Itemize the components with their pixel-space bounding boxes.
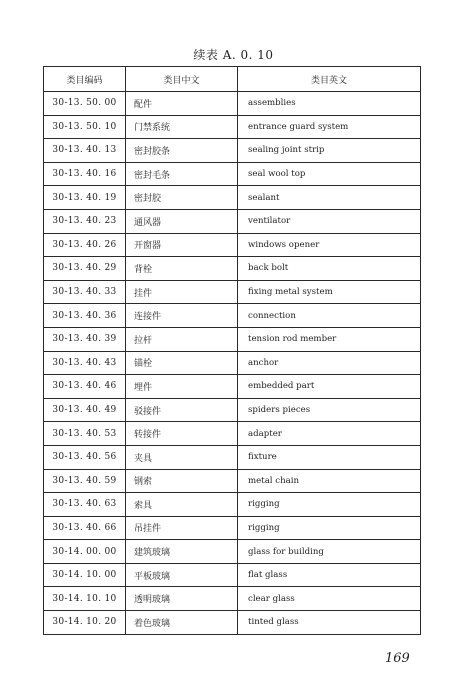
table-row	[44, 611, 421, 635]
category-code-cell: 30-13. 40. 19	[44, 186, 126, 210]
category-english-cell: sealing joint strip	[238, 139, 421, 163]
table-header-row	[44, 67, 421, 92]
category-chinese-cell: 密封胶条	[126, 139, 238, 163]
category-chinese-cell: 门禁系统	[126, 115, 238, 139]
table-row	[44, 186, 421, 210]
table-row	[44, 139, 421, 163]
category-english-cell: glass for building	[238, 540, 421, 564]
category-english-cell: entrance guard system	[238, 115, 421, 139]
category-chinese-cell: 索具	[126, 493, 238, 517]
table-row	[44, 563, 421, 587]
category-code-cell: 30-13. 40. 33	[44, 280, 126, 304]
classification-table	[43, 66, 421, 635]
category-chinese-cell: 开窗器	[126, 233, 238, 257]
category-chinese-cell: 建筑玻璃	[126, 540, 238, 564]
category-code-cell: 30-13. 50. 00	[44, 92, 126, 116]
category-code-cell: 30-14. 10. 10	[44, 587, 126, 611]
category-english-cell: fixture	[238, 445, 421, 469]
category-english-cell: metal chain	[238, 469, 421, 493]
category-code-cell: 30-14. 10. 00	[44, 563, 126, 587]
category-code-cell: 30-13. 40. 66	[44, 516, 126, 540]
table-row	[44, 587, 421, 611]
category-chinese-cell: 密封胶	[126, 186, 238, 210]
category-chinese-cell: 拉杆	[126, 327, 238, 351]
table-row	[44, 327, 421, 351]
table-row	[44, 233, 421, 257]
table-row	[44, 257, 421, 281]
category-chinese-cell: 背栓	[126, 257, 238, 281]
category-chinese-cell: 挂件	[126, 280, 238, 304]
category-chinese-cell: 埋件	[126, 375, 238, 399]
table-caption: 续表 A. 0. 10	[193, 48, 274, 62]
category-english-cell: ventilator	[238, 209, 421, 233]
table-row	[44, 115, 421, 139]
table-row	[44, 375, 421, 399]
table-row	[44, 209, 421, 233]
category-english-cell: assemblies	[238, 92, 421, 116]
table-row	[44, 493, 421, 517]
table-row	[44, 516, 421, 540]
category-english-cell: tension rod member	[238, 327, 421, 351]
category-english-cell: sealant	[238, 186, 421, 210]
header-english: 类目英文	[238, 67, 421, 92]
category-chinese-cell: 密封毛条	[126, 162, 238, 186]
category-chinese-cell: 通风器	[126, 209, 238, 233]
category-chinese-cell: 着色玻璃	[126, 611, 238, 635]
table-row	[44, 398, 421, 422]
category-english-cell: clear glass	[238, 587, 421, 611]
category-english-cell: adapter	[238, 422, 421, 446]
table-body	[44, 92, 421, 635]
category-chinese-cell: 钢索	[126, 469, 238, 493]
category-code-cell: 30-13. 40. 43	[44, 351, 126, 375]
category-english-cell: fixing metal system	[238, 280, 421, 304]
category-english-cell: spiders pieces	[238, 398, 421, 422]
category-code-cell: 30-13. 40. 56	[44, 445, 126, 469]
category-english-cell: back bolt	[238, 257, 421, 281]
category-code-cell: 30-13. 40. 63	[44, 493, 126, 517]
category-chinese-cell: 平板玻璃	[126, 563, 238, 587]
category-chinese-cell: 透明玻璃	[126, 587, 238, 611]
category-english-cell: windows opener	[238, 233, 421, 257]
category-code-cell: 30-13. 40. 16	[44, 162, 126, 186]
category-code-cell: 30-13. 40. 59	[44, 469, 126, 493]
category-chinese-cell: 配件	[126, 92, 238, 116]
category-code-cell: 30-13. 40. 23	[44, 209, 126, 233]
table-row	[44, 540, 421, 564]
table-row	[44, 422, 421, 446]
page-number: 169	[385, 651, 410, 666]
header-chinese: 类目中文	[126, 67, 238, 92]
category-code-cell: 30-13. 40. 13	[44, 139, 126, 163]
category-code-cell: 30-13. 40. 29	[44, 257, 126, 281]
table-row	[44, 445, 421, 469]
category-chinese-cell: 吊挂件	[126, 516, 238, 540]
category-english-cell: anchor	[238, 351, 421, 375]
table-row	[44, 280, 421, 304]
category-code-cell: 30-13. 40. 49	[44, 398, 126, 422]
category-code-cell: 30-14. 00. 00	[44, 540, 126, 564]
category-english-cell: flat glass	[238, 563, 421, 587]
category-english-cell: rigging	[238, 516, 421, 540]
category-chinese-cell: 驳接件	[126, 398, 238, 422]
header-code: 类目编码	[44, 67, 126, 92]
category-code-cell: 30-13. 40. 53	[44, 422, 126, 446]
category-code-cell: 30-13. 40. 46	[44, 375, 126, 399]
category-english-cell: seal wool top	[238, 162, 421, 186]
category-english-cell: embedded part	[238, 375, 421, 399]
table-row	[44, 92, 421, 116]
category-chinese-cell: 转接件	[126, 422, 238, 446]
category-chinese-cell: 锚栓	[126, 351, 238, 375]
category-english-cell: tinted glass	[238, 611, 421, 635]
category-chinese-cell: 夹具	[126, 445, 238, 469]
category-code-cell: 30-13. 40. 39	[44, 327, 126, 351]
category-code-cell: 30-13. 40. 36	[44, 304, 126, 328]
table-row	[44, 304, 421, 328]
category-code-cell: 30-14. 10. 20	[44, 611, 126, 635]
table-row	[44, 351, 421, 375]
category-code-cell: 30-13. 50. 10	[44, 115, 126, 139]
category-english-cell: connection	[238, 304, 421, 328]
category-code-cell: 30-13. 40. 26	[44, 233, 126, 257]
category-english-cell: rigging	[238, 493, 421, 517]
category-chinese-cell: 连接件	[126, 304, 238, 328]
table-row	[44, 469, 421, 493]
table-row	[44, 162, 421, 186]
